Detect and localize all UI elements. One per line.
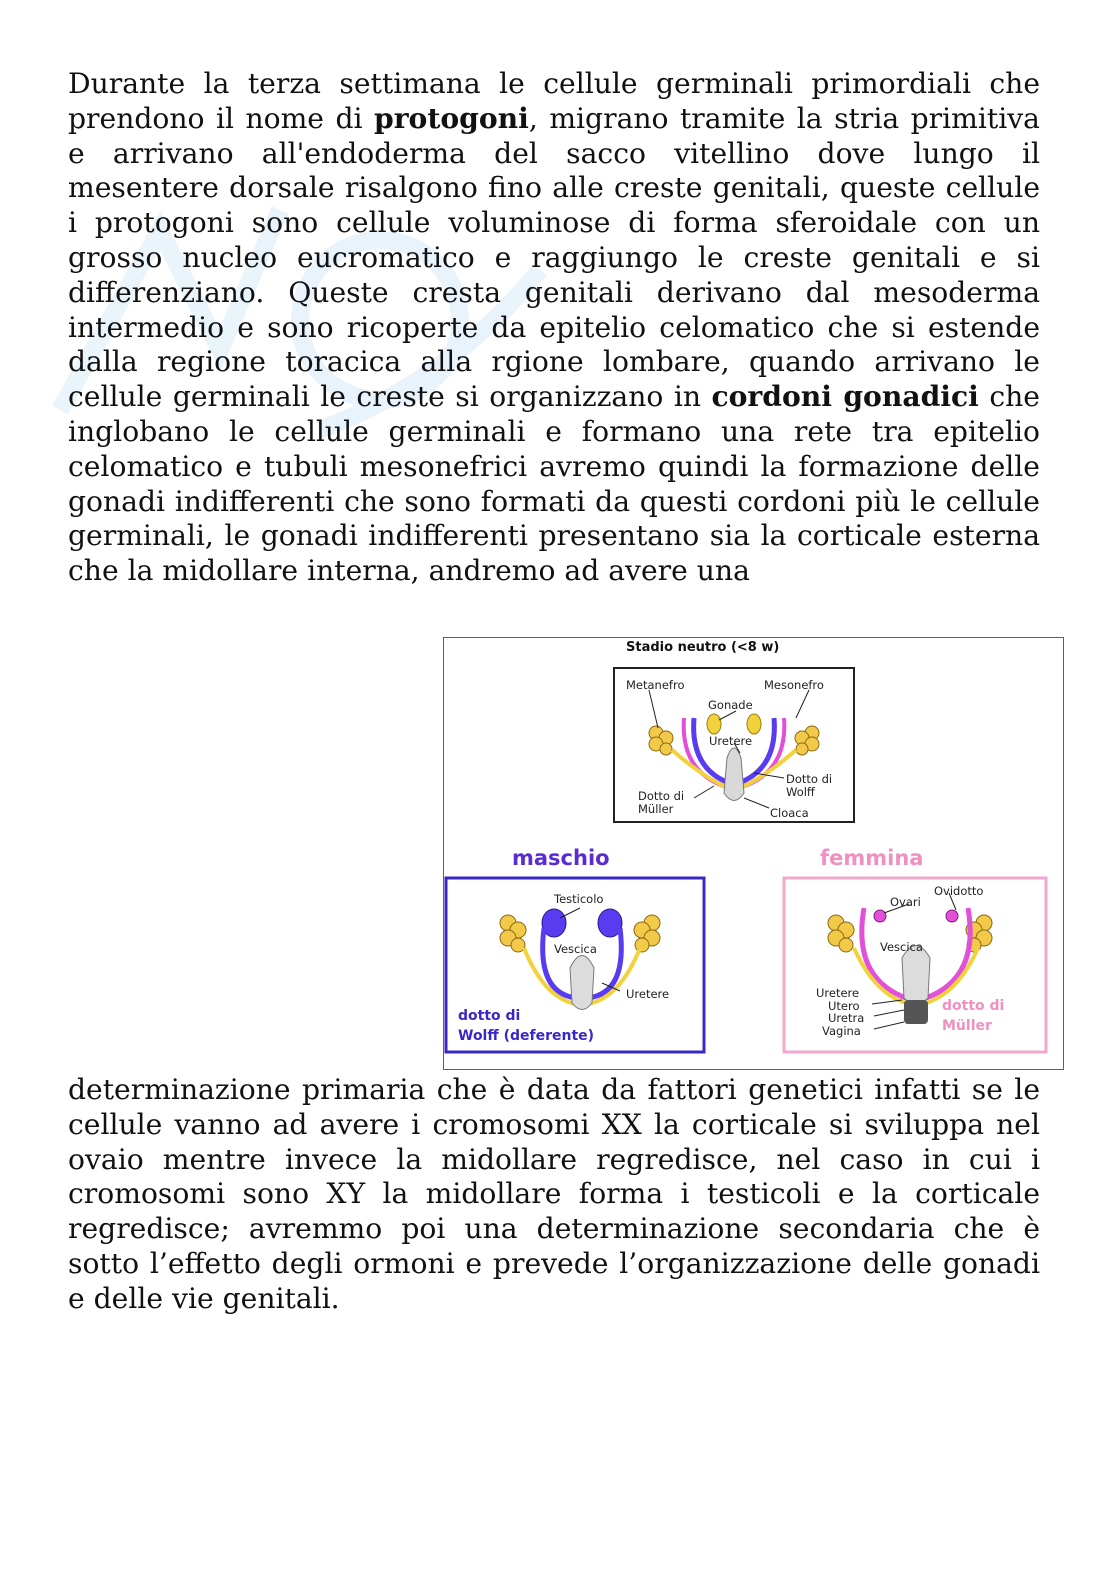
label-gonade: Gonade	[708, 698, 753, 712]
paragraph-1-text-b: , migrano tramite la stria primitiva e arrivano all'endoderma del sacco vitellino dove lungo il mesentere dorsale risalgono fino alle creste genitali, queste cellule i protogoni sono cellule voluminose di forma sferoidale con un grosso nucleo eucromatico e raggiungo le creste genitali e si differenziano. Queste cresta genitali derivano dal mesoderma intermedio e sono ricoperte da epitelio celomatico che si estende dalla regione toracica alla rgione lombare, quando arrivano le cellule germinali le creste si organizzano in	[68, 101, 1040, 414]
female-ovary-right	[946, 910, 958, 922]
paragraph-1-text-a: Durante la terza settimana le cellule germinali primordiali che prendono il nome di	[68, 67, 1040, 135]
label-uretere: Uretere	[709, 734, 753, 748]
term-protogoni: protogoni	[373, 101, 529, 135]
female-vagina	[904, 1000, 928, 1024]
neutral-gonad-left	[707, 714, 721, 734]
female-note	[942, 996, 1004, 1036]
female-bladder	[902, 946, 930, 1005]
label-vescica-female: Vescica	[880, 940, 923, 954]
female-ovary-left	[874, 910, 886, 922]
paragraph-1-text-c: che inglobano le cellule germinali e formano una rete tra epitelio celomatico e tubuli mesonefrici avremo quindi la formazione delle gonadi indifferenti che sono formati da questi cordoni più le cellule germinali, le gonadi indifferenti presentano sia la corticale esterna che la midollare interna, andremo ad avere una	[68, 380, 1040, 588]
male-title: maschio	[512, 846, 610, 870]
label-cloaca: Cloaca	[770, 806, 809, 820]
gonad-development-figure	[443, 637, 1064, 1070]
male-bladder	[570, 956, 594, 1010]
neutral-gonad-right	[747, 714, 761, 734]
label-uretra: Uretra	[828, 1011, 865, 1025]
male-note	[458, 1006, 594, 1046]
paragraph-1	[68, 67, 1040, 589]
label-dotto-wolff: Dotto di Wolff	[786, 772, 833, 799]
female-note-line2: Müller	[942, 1018, 992, 1034]
label-ovari: Ovari	[890, 895, 921, 909]
label-utero: Utero	[828, 999, 860, 1013]
label-ovidotto: Ovidotto	[934, 884, 984, 898]
neutral-stage-title: Stadio neutro (<8 w)	[626, 640, 780, 655]
label-testicolo: Testicolo	[554, 892, 604, 906]
female-title: femmina	[820, 846, 924, 870]
label-dotto-muller: Dotto di Müller	[638, 789, 685, 816]
label-uretere-male: Uretere	[626, 987, 670, 1001]
label-vescica-male: Vescica	[554, 942, 597, 956]
label-metanefro: Metanefro	[626, 678, 685, 692]
term-cordoni-gonadici: cordoni gonadici	[711, 380, 979, 414]
male-note-line2: Wolff (deferente)	[458, 1028, 595, 1044]
male-note-line1: dotto di	[458, 1008, 521, 1024]
label-uretere-female: Uretere	[816, 986, 860, 1000]
female-note-line1: dotto di	[942, 998, 1005, 1014]
label-vagina: Vagina	[822, 1024, 861, 1038]
paragraph-2: determinazione primaria che è data da fattori genetici infatti se le cellule vanno ad avere i cromosomi XX la corticale si sviluppa nel ovaio mentre invece la midollare regredisce, nel caso in cui i cromosomi sono XY la midollare forma i testicoli e la corticale regredisce; avremmo poi una determinazione secondaria che è sotto l’effetto degli ormoni e prevede l’organizzazione delle gonadi e delle vie genitali.	[68, 1073, 1040, 1315]
label-mesonefro: Mesonefro	[764, 678, 824, 692]
